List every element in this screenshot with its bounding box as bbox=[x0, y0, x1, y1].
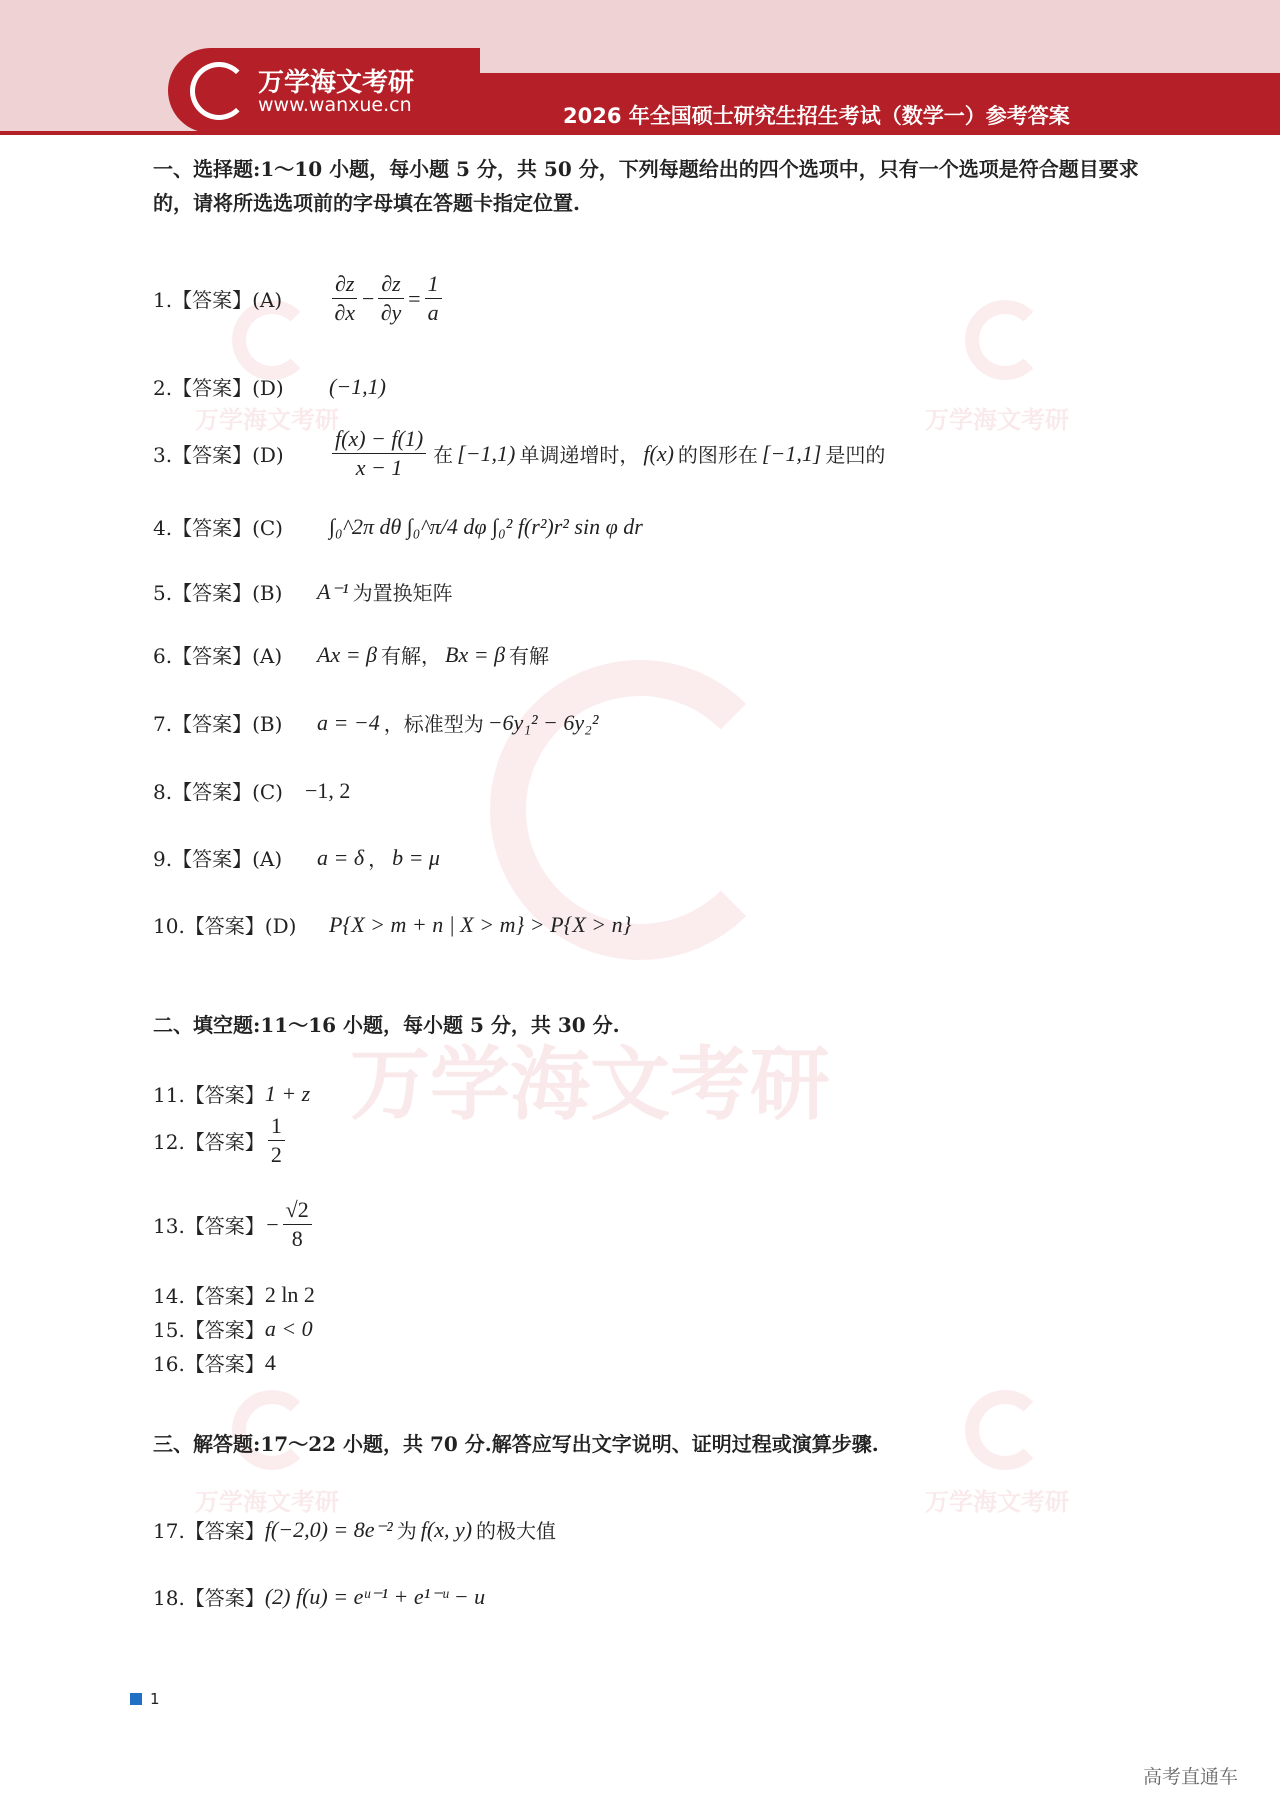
answer-9 bbox=[153, 843, 440, 872]
page-number bbox=[130, 1690, 160, 1708]
fraction bbox=[425, 270, 442, 327]
answer-expression: A⁻¹ bbox=[317, 578, 349, 604]
answer-18 bbox=[153, 1582, 485, 1611]
answer-expression: ∫₀^2π dθ ∫₀^π/4 dφ ∫₀² f(r²)r² sin φ dr bbox=[329, 513, 643, 539]
denominator: ∂x bbox=[334, 300, 356, 325]
answer-label: 17.【答案】 bbox=[153, 1519, 265, 1543]
footer-source: 高考直通车 bbox=[1143, 1766, 1239, 1788]
brand-url: www.wanxue.cn bbox=[258, 94, 412, 116]
watermark-text: 万学海文考研 bbox=[925, 406, 1069, 434]
numerator: 1 bbox=[425, 270, 442, 299]
answer-text: ，标准型为 bbox=[383, 712, 484, 736]
numerator: f(x) − f(1) bbox=[332, 425, 426, 454]
answer-text: 有解， bbox=[381, 644, 442, 668]
answer-label: 10.【答案】(D) bbox=[153, 914, 297, 938]
answer-expression: 1 + z bbox=[264, 1080, 311, 1106]
answer-13 bbox=[153, 1196, 315, 1253]
answer-label: 1.【答案】(A) bbox=[153, 288, 283, 312]
watermark-text: 万学海文考研 bbox=[925, 1488, 1069, 1516]
answer-text: 的图形在 bbox=[677, 443, 758, 467]
answer-text: 单调递增时， bbox=[519, 443, 640, 467]
answer-14 bbox=[153, 1280, 315, 1309]
answer-label: 6.【答案】(A) bbox=[153, 644, 283, 668]
fraction bbox=[283, 1196, 312, 1253]
answer-11 bbox=[153, 1079, 310, 1108]
answer-10 bbox=[153, 910, 631, 939]
answer-label: 2.【答案】(D) bbox=[153, 376, 284, 400]
fraction bbox=[332, 270, 357, 327]
operator: = bbox=[406, 285, 422, 311]
answer-expression: −1, 2 bbox=[305, 777, 351, 803]
answer-label: 15.【答案】 bbox=[153, 1318, 265, 1342]
answer-expression: P{X > m + n | X > m} > P{X > n} bbox=[329, 911, 632, 937]
numerator: √2 bbox=[283, 1196, 312, 1225]
answer-6 bbox=[153, 640, 553, 669]
answer-label: 5.【答案】(B) bbox=[153, 581, 283, 605]
answer-17 bbox=[153, 1515, 560, 1544]
answer-text: 是凹的 bbox=[825, 443, 886, 467]
answer-label: 16.【答案】 bbox=[153, 1352, 265, 1376]
answer-label: 11.【答案】 bbox=[153, 1083, 265, 1107]
answer-text: ， bbox=[368, 847, 389, 871]
answer-2 bbox=[153, 372, 386, 401]
answer-expression: [−1,1) bbox=[457, 440, 516, 466]
section-heading-fill: 二、填空题:11～16 小题，每小题 5 分，共 30 分. bbox=[153, 1013, 620, 1037]
answer-label: 7.【答案】(B) bbox=[153, 712, 283, 736]
answer-3 bbox=[153, 425, 889, 482]
numerator: ∂z bbox=[332, 270, 357, 299]
answer-expression: 4 bbox=[264, 1349, 276, 1375]
answer-expression: [−1,1] bbox=[761, 440, 822, 466]
answer-expression: (−1,1) bbox=[329, 373, 386, 399]
answer-label: 9.【答案】(A) bbox=[153, 847, 283, 871]
answer-expression: Bx = β bbox=[445, 641, 506, 667]
answer-text: 为 bbox=[396, 1519, 417, 1543]
fraction bbox=[378, 270, 403, 327]
answer-expression: a = −4 bbox=[317, 709, 380, 735]
answer-text: 为置换矩阵 bbox=[352, 581, 453, 605]
answer-label: 12.【答案】 bbox=[153, 1130, 265, 1154]
denominator: ∂y bbox=[380, 300, 402, 325]
answer-expression: f(x, y) bbox=[420, 1516, 473, 1542]
answer-expression: a = δ bbox=[317, 844, 365, 870]
answer-expression: f(x) bbox=[643, 440, 674, 466]
answer-expression: −6y₁² − 6y₂² bbox=[487, 709, 599, 735]
numerator: 1 bbox=[268, 1112, 285, 1141]
answer-label: 8.【答案】(C) bbox=[153, 780, 283, 804]
answer-16 bbox=[153, 1348, 276, 1377]
answer-label: 4.【答案】(C) bbox=[153, 516, 283, 540]
answer-8 bbox=[153, 776, 350, 805]
answer-7 bbox=[153, 708, 598, 737]
answer-text: 的极大值 bbox=[476, 1519, 557, 1543]
page-number-text: 1 bbox=[150, 1690, 160, 1708]
section-heading-solve: 三、解答题:17～22 小题，共 70 分.解答应写出文字说明、证明过程或演算步骤. bbox=[153, 1432, 879, 1456]
section-heading-choice: 一、选择题:1～10 小题，每小题 5 分，共 50 分，下列每题给出的四个选项中，只有一个选项是符合题目要求的，请将所选选项前的字母填在答题卡指定位置. bbox=[153, 157, 1139, 215]
denominator: x − 1 bbox=[355, 455, 403, 480]
answer-expression: 2 ln 2 bbox=[264, 1281, 315, 1307]
watermark-logo-icon bbox=[965, 300, 1045, 380]
brand-name: 万学海文考研 bbox=[258, 68, 415, 98]
answer-text: 有解 bbox=[509, 644, 550, 668]
watermark-text: 万学海文考研 bbox=[350, 1038, 830, 1131]
operator: − bbox=[264, 1211, 280, 1237]
answer-expression: a < 0 bbox=[264, 1315, 313, 1341]
operator: − bbox=[360, 285, 376, 311]
header-divider bbox=[0, 131, 1280, 135]
denominator: 8 bbox=[291, 1226, 303, 1251]
answer-expression: b = μ bbox=[392, 844, 440, 870]
answer-4 bbox=[153, 512, 643, 541]
denominator: a bbox=[427, 300, 439, 325]
denominator: 2 bbox=[270, 1142, 282, 1167]
answer-expression: (2) f(u) = eᵘ⁻¹ + e¹⁻ᵘ − u bbox=[264, 1583, 486, 1609]
answer-label: 18.【答案】 bbox=[153, 1586, 265, 1610]
fraction bbox=[268, 1112, 285, 1169]
document-title: 2026 年全国硕士研究生招生考试（数学一）参考答案 bbox=[563, 104, 1070, 128]
answer-label: 13.【答案】 bbox=[153, 1214, 265, 1238]
answer-15 bbox=[153, 1314, 313, 1343]
watermark-text: 万学海文考研 bbox=[195, 406, 339, 434]
page-marker-icon bbox=[130, 1693, 142, 1705]
answer-expression: Ax = β bbox=[317, 641, 378, 667]
answer-1 bbox=[153, 270, 445, 327]
answer-expression: f(−2,0) = 8e⁻² bbox=[264, 1516, 393, 1542]
answer-5 bbox=[153, 577, 457, 606]
answer-12 bbox=[153, 1112, 288, 1169]
brand-logo-icon bbox=[190, 62, 248, 120]
watermark-text: 万学海文考研 bbox=[195, 1488, 339, 1516]
fraction bbox=[332, 425, 426, 482]
numerator: ∂z bbox=[378, 270, 403, 299]
answer-label: 14.【答案】 bbox=[153, 1284, 265, 1308]
answer-label: 3.【答案】(D) bbox=[153, 443, 284, 467]
answer-text: 在 bbox=[433, 443, 454, 467]
